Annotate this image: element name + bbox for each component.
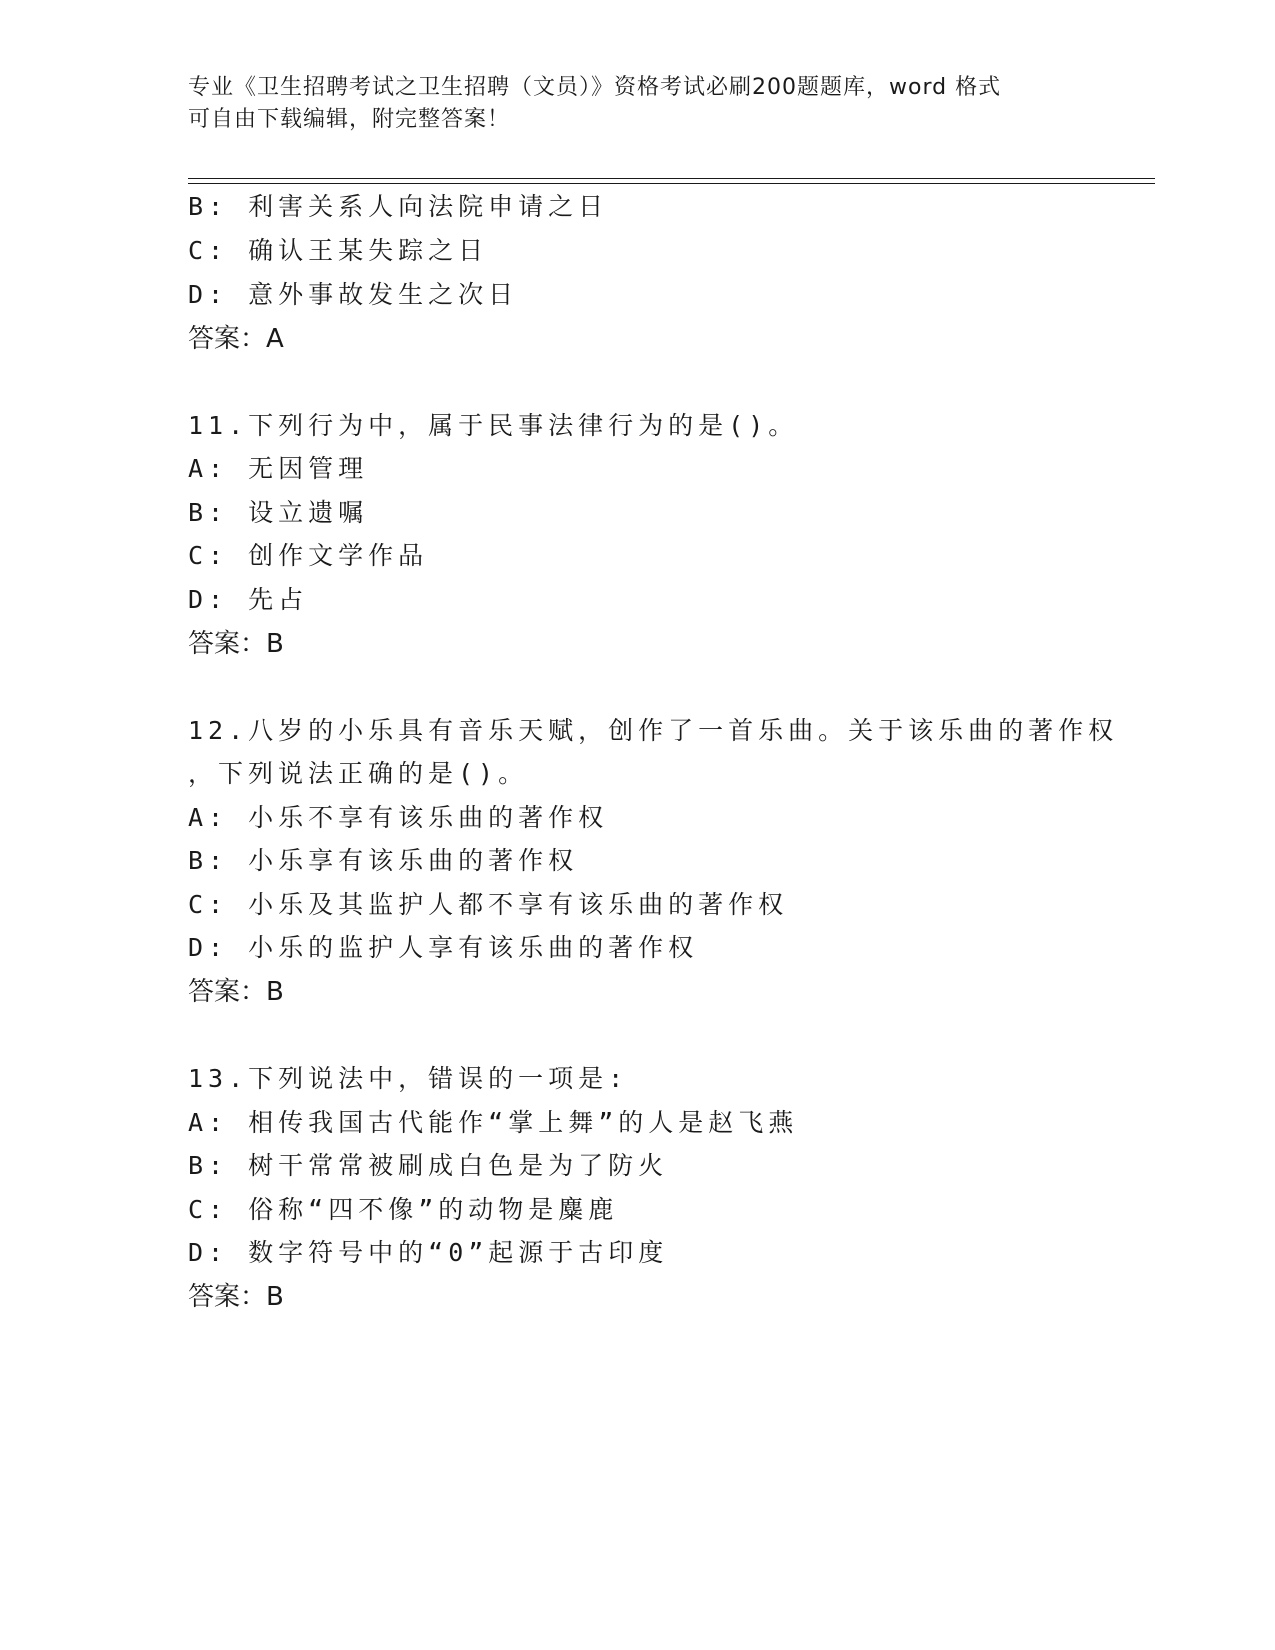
q13-answer: 答案：B (188, 1282, 284, 1312)
header-divider-top (188, 178, 1155, 179)
q13-option-b: B: 树干常常被刷成白色是为了防火 (188, 1151, 669, 1180)
q12-option-d: D: 小乐的监护人享有该乐曲的著作权 (188, 933, 699, 962)
q12-option-c: C: 小乐及其监护人都不享有该乐曲的著作权 (188, 890, 789, 919)
q13-option-c: C: 俗称“四不像”的动物是麋鹿 (188, 1195, 619, 1224)
q11-option-b: B: 设立遗嘱 (188, 498, 369, 527)
document-header (188, 72, 1088, 136)
header-divider-bottom (188, 183, 1155, 184)
q10-option-c: C: 确认王某失踪之日 (188, 236, 489, 265)
q11-option-d: D: 先占 (188, 585, 309, 614)
header-line-2: 可自由下载编辑，附完整答案！ (188, 107, 511, 132)
q10-option-b: B: 利害关系人向法院申请之日 (188, 192, 609, 221)
q12-option-b: B: 小乐享有该乐曲的著作权 (188, 846, 579, 875)
q12-stem-line-1: 12.八岁的小乐具有音乐天赋，创作了一首乐曲。关于该乐曲的著作权 (188, 716, 1119, 745)
q12-option-a: A: 小乐不享有该乐曲的著作权 (188, 803, 609, 832)
q10-answer: 答案：A (188, 324, 284, 354)
q12-stem-line-2: ，下列说法正确的是()。 (188, 759, 529, 788)
q11-option-a: A: 无因管理 (188, 454, 369, 483)
q13-stem: 13.下列说法中，错误的一项是: (188, 1064, 629, 1093)
q12-answer: 答案：B (188, 977, 284, 1007)
q11-answer: 答案：B (188, 629, 284, 659)
q10-option-d: D: 意外事故发生之次日 (188, 280, 519, 309)
q11-stem: 11.下列行为中，属于民事法律行为的是()。 (188, 411, 799, 440)
q13-option-d: D: 数字符号中的“0”起源于古印度 (188, 1238, 669, 1267)
header-line-1: 专业《卫生招聘考试之卫生招聘（文员）》资格考试必刷200题题库，word 格式 (188, 75, 1002, 100)
q11-option-c: C: 创作文学作品 (188, 541, 429, 570)
q13-option-a: A: 相传我国古代能作“掌上舞”的人是赵飞燕 (188, 1108, 799, 1137)
